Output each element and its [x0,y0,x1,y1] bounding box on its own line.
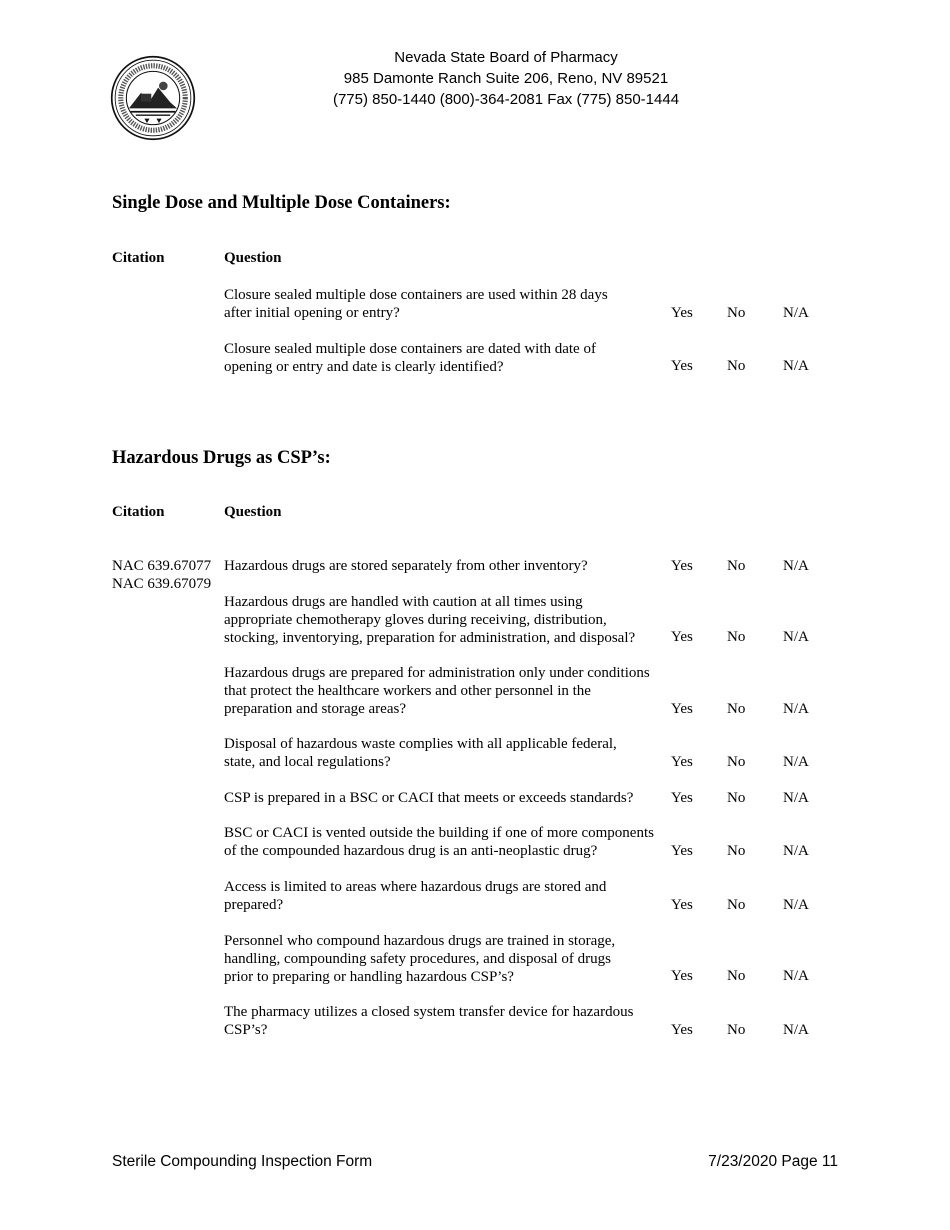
answer-yes[interactable]: Yes [671,305,693,321]
answer-yes[interactable]: Yes [671,897,693,913]
question-text: Hazardous drugs are handled with caution at all times using appropriate chemotherapy gloves during receiving, distribution, stocking, inventorying, preparation for administration, and disposal? [224,594,636,646]
question-text: Access is limited to areas where hazardous drugs are stored and prepared? [224,879,607,913]
question-text: Personnel who compound hazardous drugs are trained in storage, handling, compounding safety procedures, and disposal of drugs prior to preparing or handling hazardous CSP’s? [224,933,616,985]
answer-yes[interactable]: Yes [671,843,693,859]
answer-no[interactable]: No [727,701,746,717]
org-name: Nevada State Board of Pharmacy [394,49,618,66]
answer-yes[interactable]: Yes [671,701,693,717]
answer-na[interactable]: N/A [783,754,809,770]
answer-yes[interactable]: Yes [671,968,693,984]
question-text: Closure sealed multiple dose containers are dated with date of opening or entry and date is clearly identified? [224,341,596,375]
answer-na[interactable]: N/A [783,1022,809,1038]
answer-na[interactable]: N/A [783,790,809,806]
answer-na[interactable]: N/A [783,305,809,321]
answer-na[interactable]: N/A [783,358,809,374]
answer-no[interactable]: No [727,897,746,913]
answer-no[interactable]: No [727,629,746,645]
answer-no[interactable]: No [727,790,746,806]
org-address: 985 Damonte Ranch Suite 206, Reno, NV 89521 [343,70,669,87]
footer-date-page: 7/23/2020 Page 11 [708,1153,838,1170]
answer-no[interactable]: No [727,968,746,984]
answer-yes[interactable]: Yes [671,558,693,574]
answer-no[interactable]: No [727,754,746,770]
answer-na[interactable]: N/A [783,558,809,574]
answer-na[interactable]: N/A [783,897,809,913]
column-header-question: Question [224,250,282,266]
column-header-citation: Citation [112,250,165,266]
letterhead [300,47,712,110]
column-header-question: Question [224,504,282,520]
column-header-citation: Citation [112,504,165,520]
answer-yes[interactable]: Yes [671,358,693,374]
answer-yes[interactable]: Yes [671,629,693,645]
answer-na[interactable]: N/A [783,701,809,717]
answer-na[interactable]: N/A [783,968,809,984]
section-title-hazardous-drugs: Hazardous Drugs as CSP’s: [112,448,331,468]
answer-no[interactable]: No [727,843,746,859]
answer-no[interactable]: No [727,305,746,321]
question-text: Disposal of hazardous waste complies with all applicable federal, state, and local regulations? [224,736,617,770]
answer-yes[interactable]: Yes [671,754,693,770]
section-title-containers: Single Dose and Multiple Dose Containers: [112,193,451,213]
answer-no[interactable]: No [727,558,746,574]
answer-na[interactable]: N/A [783,629,809,645]
question-text: The pharmacy utilizes a closed system transfer device for hazardous CSP’s? [224,1004,634,1038]
question-text: BSC or CACI is vented outside the building if one of more components of the compounded hazardous drug is an anti-neoplastic drug? [224,825,654,859]
question-text: Closure sealed multiple dose containers are used within 28 days after initial opening or entry? [224,287,608,321]
question-text: CSP is prepared in a BSC or CACI that meets or exceeds standards? [224,790,634,806]
footer-form-name: Sterile Compounding Inspection Form [112,1153,373,1170]
question-text: Hazardous drugs are stored separately from other inventory? [224,558,588,574]
question-text: Hazardous drugs are prepared for administration only under conditions that protect the healthcare workers and other personnel in the preparation and storage areas? [224,665,650,717]
answer-no[interactable]: No [727,358,746,374]
answer-yes[interactable]: Yes [671,1022,693,1038]
org-phones: (775) 850-1440 (800)-364-2081 Fax (775) 850-1444 [332,91,680,108]
answer-na[interactable]: N/A [783,843,809,859]
answer-yes[interactable]: Yes [671,790,693,806]
answer-no[interactable]: No [727,1022,746,1038]
nevada-state-seal [110,55,196,141]
citation-text: NAC 639.67077 NAC 639.67079 [112,558,212,592]
